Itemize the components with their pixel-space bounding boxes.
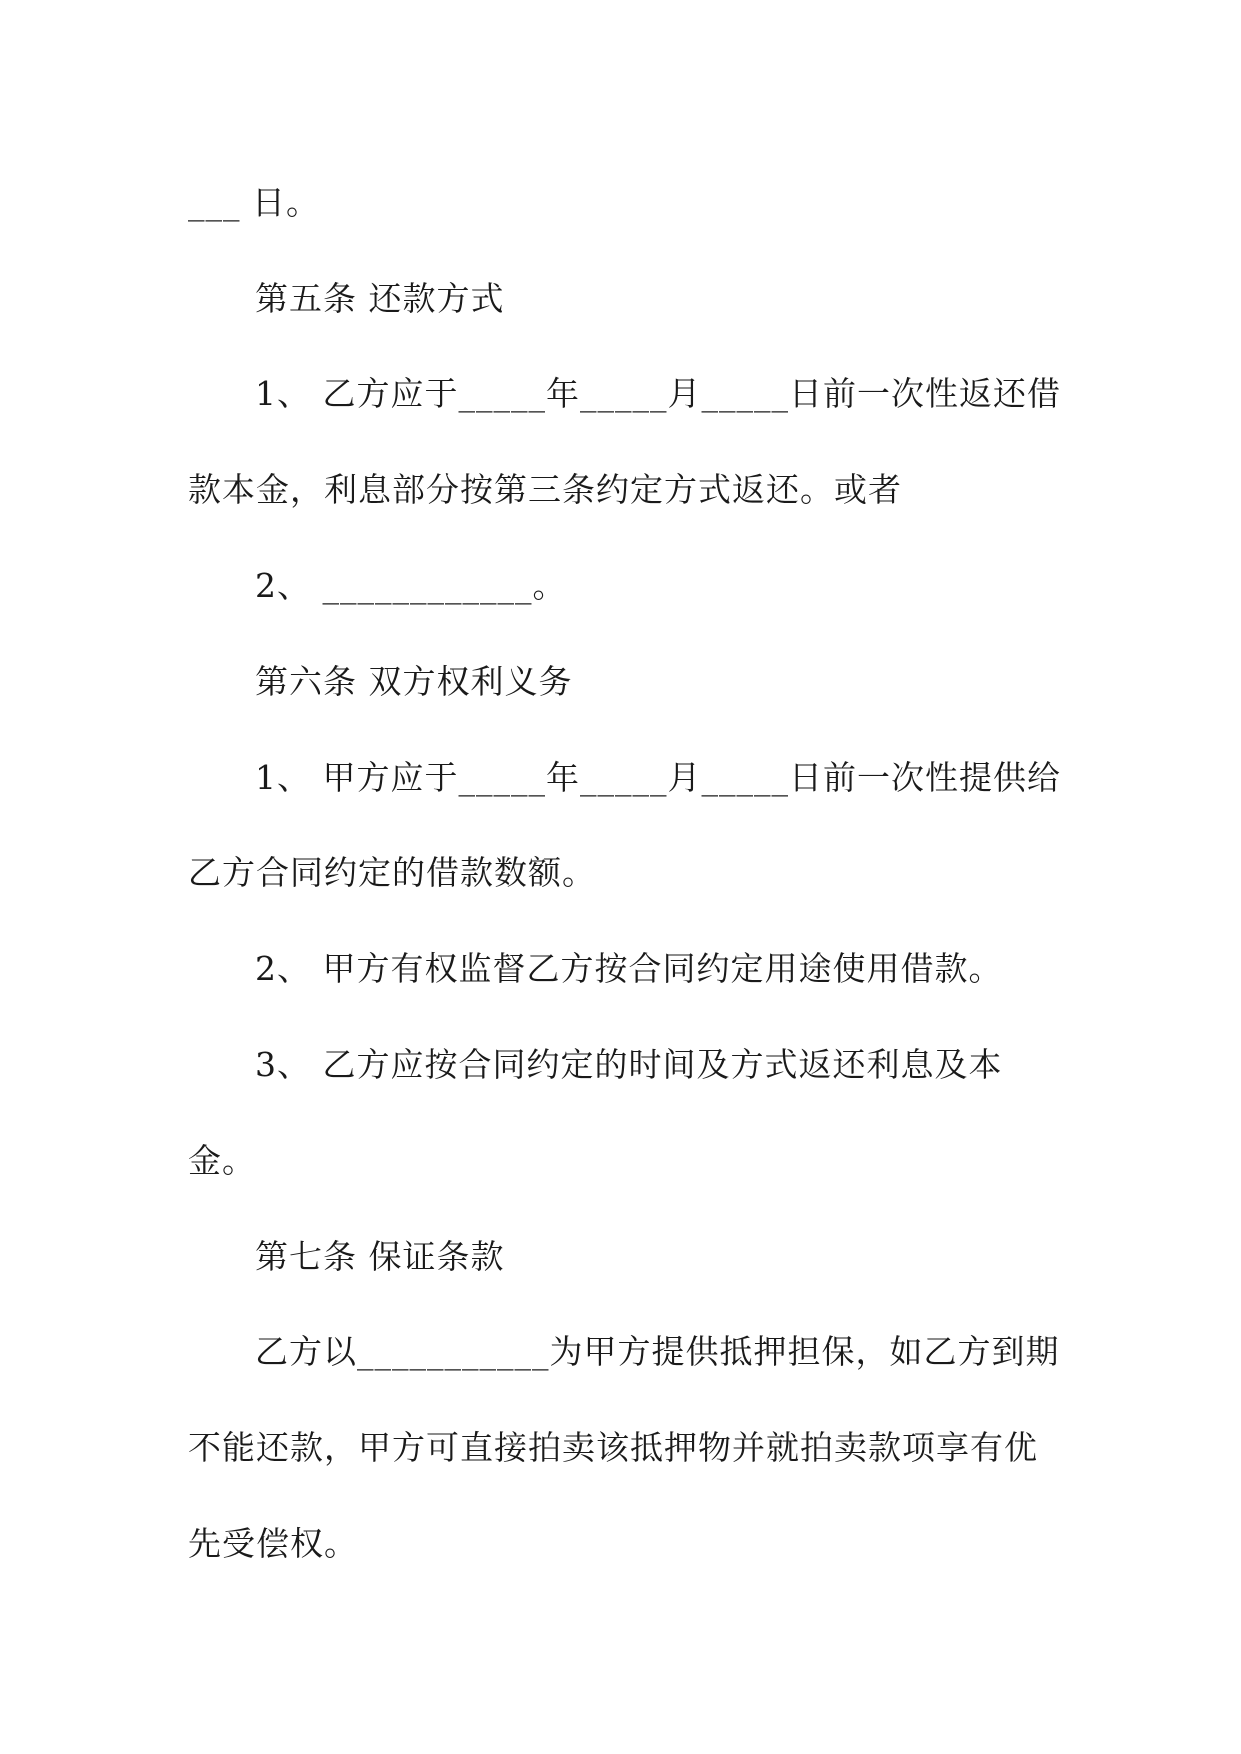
heading-article-5: 第五条 还款方式 [255, 279, 505, 318]
text-line-rights-1a: 1、 甲方应于_____年_____月_____日前一次性提供给 [255, 758, 1061, 797]
text-line-rights-3b: 金。 [188, 1141, 256, 1180]
heading-article-7: 第七条 保证条款 [255, 1237, 505, 1276]
text-line-rights-3a: 3、 乙方应按合同约定的时间及方式返还利息及本 [255, 1045, 1003, 1084]
text-line-date-end: ___ 日。 [188, 183, 320, 222]
text-line-rights-2: 2、 甲方有权监督乙方按合同约定用途使用借款。 [255, 949, 1003, 988]
text-line-repay-1a: 1、 乙方应于_____年_____月_____日前一次性返还借 [255, 374, 1061, 413]
text-line-rights-1b: 乙方合同约定的借款数额。 [188, 853, 596, 892]
text-line-guarantee-b: 不能还款，甲方可直接拍卖该抵押物并就拍卖款项享有优 [188, 1428, 1038, 1467]
text-line-repay-1b: 款本金，利息部分按第三条约定方式返还。或者 [188, 470, 902, 509]
heading-article-6: 第六条 双方权利义务 [255, 662, 573, 701]
text-line-guarantee-a: 乙方以___________为甲方提供抵押担保，如乙方到期 [255, 1332, 1060, 1371]
text-line-repay-2: 2、 ____________。 [255, 566, 567, 605]
text-line-guarantee-c: 先受偿权。 [188, 1524, 358, 1563]
